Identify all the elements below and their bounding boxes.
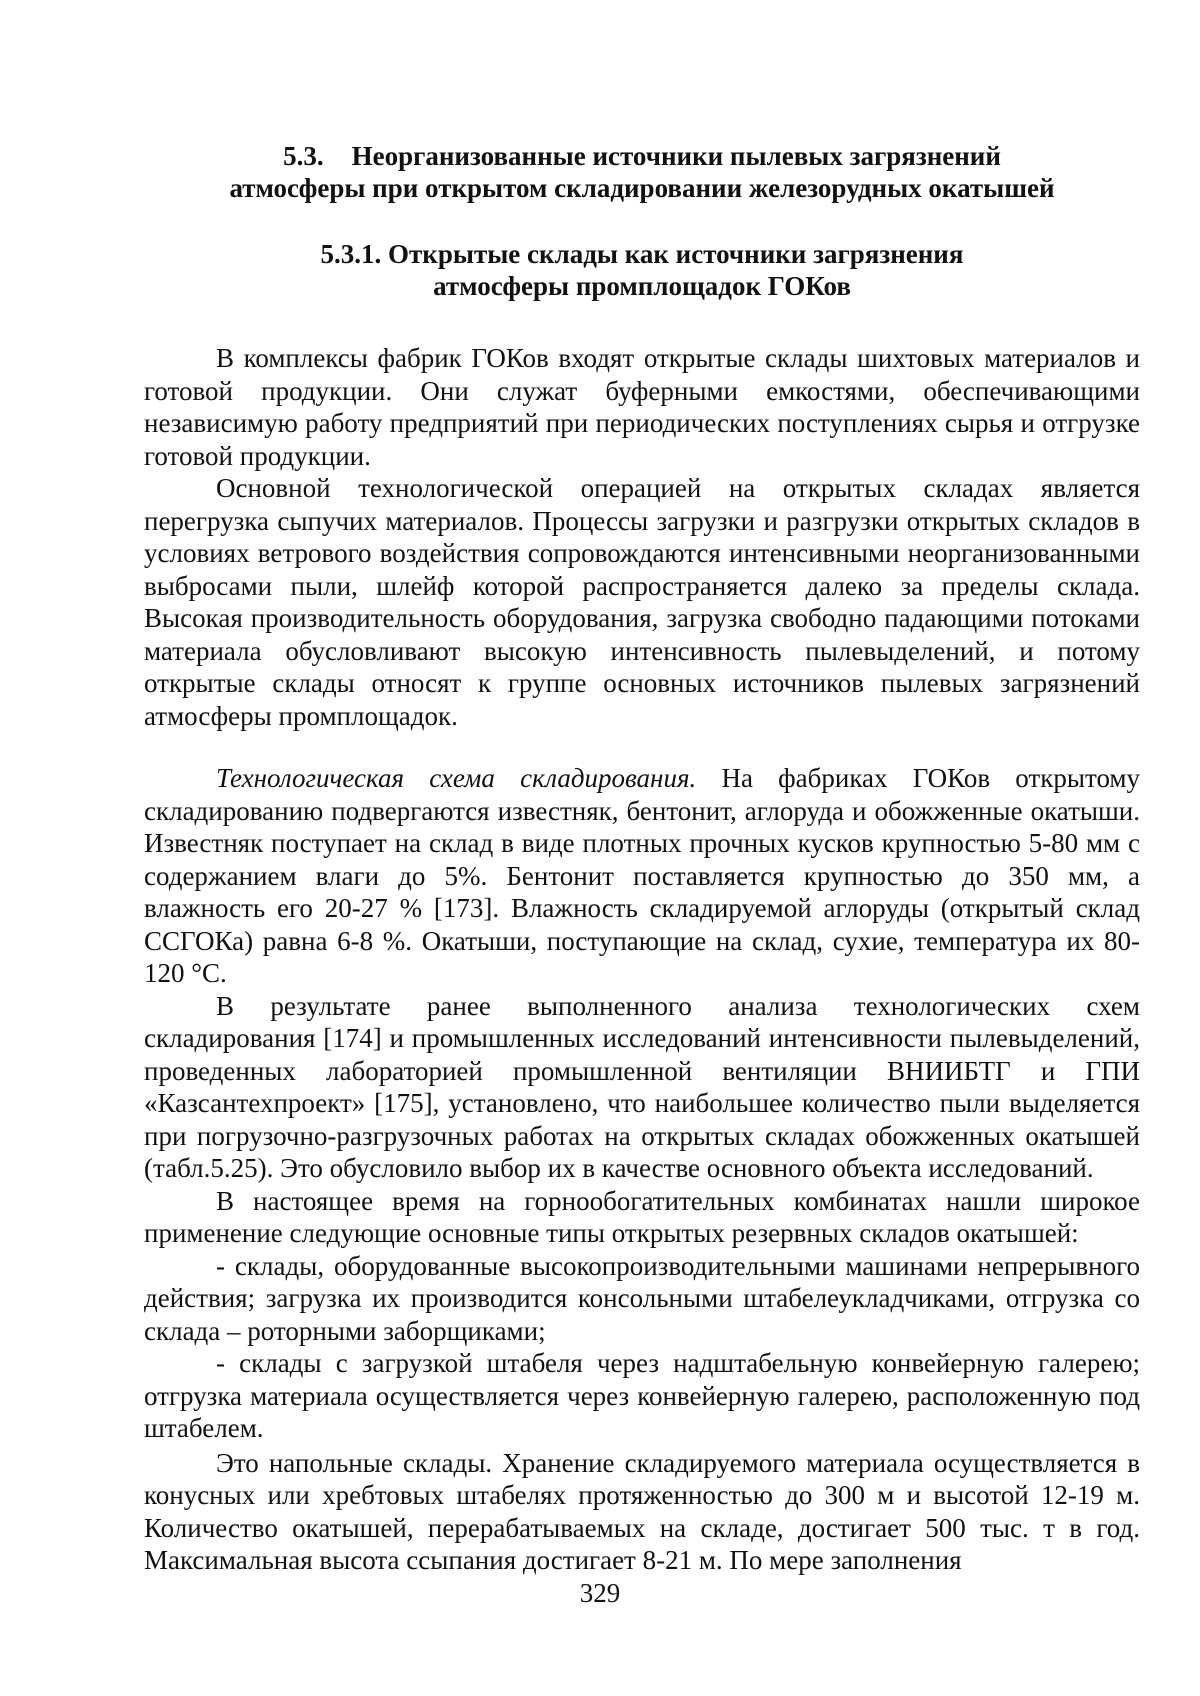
body-text (144, 342, 1140, 1577)
paragraph: В настоящее время на горнообогатительных комбинатах нашли широкое применение следующие основные типы открытых резервных складов окатышей: (144, 1185, 1140, 1248)
paragraph: Это напольные склады. Хранение складируемого материала осуществляется в конусных или хребтовых штабелях протяженностью до 300 м и высотой 12-19 м. Количество окатышей, перерабатываемых на складе, достигает 500 тыс. т в год. Максимальная высота ссыпания достигает 8-21 м. По мере заполнения (144, 1447, 1140, 1575)
paragraph: В результате ранее выполненного анализа технологических схем складирования [174] и промышленных исследований интенсивности пылевыделений, проведенных лабораторией промышленной вентиляции ВНИИБТГ и ГПИ «Казсантехпроект» [175], установлено, что наибольшее количество пыли выделяется при погрузочно-разгрузочных работах на открытых складах обожженных окатышей (табл.5.25). Это обусловило выбор их в качестве основного объекта исследований. (144, 990, 1140, 1183)
list-item: - склады, оборудованные высокопроизводительными машинами непрерывного действия; загрузка их производится консольными штабелеукладчиками, отгрузка со склада – роторными заборщиками; (144, 1250, 1140, 1346)
page-number: 329 (579, 1578, 621, 1608)
document-page (144, 140, 1140, 1577)
paragraph: В комплексы фабрик ГОКов входят открытые склады шихтовых материалов и готовой продукции. Они служат буферными емкостями, обеспечивающими независимую работу предприятий при периодических поступлениях сырья и отгрузке готовой продукции. (144, 343, 1140, 471)
list-item: - склады с загрузкой штабеля через надштабельную конвейерную галерею; отгрузка материала осуществляется через конвейерную галерею, расположенную под штабелем. (144, 1348, 1140, 1443)
italic-lead-in: Технологическая схема складирования. (216, 763, 697, 793)
section-number: 5.3. (283, 141, 324, 171)
paragraph: Основной технологической операцией на открытых складах является перегрузка сыпучих материалов. Процессы загрузки и разгрузки открытых складов в условиях ветрового воздействия сопровождаются интенсивными неорганизованными выбросами пыли, шлейф которой распространяется далеко за пределы склада. Высокая производительность оборудования, загрузка свободно падающими потоками материала обусловливают высокую интенсивность пылевыделений, и потому открытые склады относят к группе основных источников пылевых загрязнений атмосферы промплощадок. (144, 473, 1140, 731)
paragraph (144, 762, 1140, 990)
section-heading (144, 140, 1140, 204)
subsection-heading (144, 238, 1140, 302)
paragraph-rest: На фабриках ГОКов открытому складированию подвергаются известняк, бентонит, аглоруда и обожженные окатыши. Известняк поступает на склад в виде плотных прочных кусков крупностью 5-80 мм с содержанием влаги до 5%. Бентонит поставляется крупностью до 350 мм, а влажность его 20-27 % [173]. Влажность складируемой аглоруды (открытый склад ССГОКа) равна 6-8 %. Окатыши, поступающие на склад, сухие, температура их 80-120 °С. (144, 763, 1141, 988)
subsection-title-line2: атмосферы промплощадок ГОКов (433, 271, 851, 301)
subsection-title-line1: 5.3.1. Открытые склады как источники загрязнения (320, 239, 964, 269)
section-title-line2: атмосферы при открытом складировании железорудных окатышей (229, 173, 1055, 203)
section-title-line1: Неорганизованные источники пылевых загрязнений (351, 141, 1001, 171)
